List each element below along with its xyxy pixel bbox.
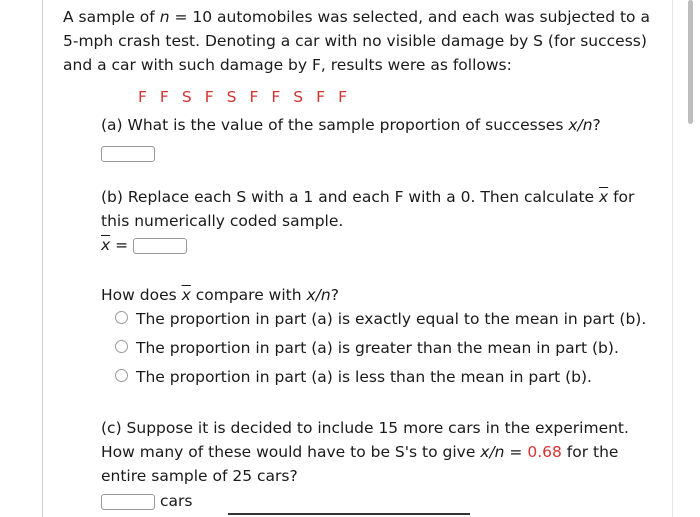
intro-line-3: and a car with such damage by F, results were as follows:: [63, 56, 512, 74]
sequence-item: F: [159, 88, 169, 106]
sequence-item: S: [293, 88, 304, 106]
part-b-line-2: this numerically coded sample.: [101, 212, 344, 230]
sequence-item: F: [316, 88, 326, 106]
part-a-answer-input[interactable]: [101, 146, 155, 162]
sequence-item: F: [271, 88, 281, 106]
result-sequence: [138, 88, 360, 106]
compare-question: How does $\overline{x}$ compare with x/n?: [101, 286, 339, 304]
intro-line-1: A sample of n = 10 automobiles was selected, and each was subjected to a: [63, 8, 650, 26]
xbar-label: $\overline{x}$: [101, 236, 111, 254]
cars-unit-label: cars: [159, 492, 193, 510]
radio-icon[interactable]: [115, 340, 128, 353]
radio-icon[interactable]: [115, 311, 128, 324]
sequence-item: F: [338, 88, 347, 106]
sequence-item: F: [249, 88, 259, 106]
compare-option-3[interactable]: The proportion in part (a) is less than the mean in part (b).: [115, 368, 592, 386]
radio-icon[interactable]: [115, 369, 128, 382]
left-border: [42, 0, 43, 517]
intro-line-2: 5-mph crash test. Denoting a car with no visible damage by S (for success): [63, 32, 647, 50]
scrollbar[interactable]: [688, 0, 693, 124]
compare-option-1[interactable]: The proportion in part (a) is exactly equal to the mean in part (b).: [115, 310, 646, 328]
part-c-answer-input[interactable]: [101, 494, 155, 510]
target-value: 0.68: [527, 443, 562, 461]
compare-option-2[interactable]: The proportion in part (a) is greater than the mean in part (b).: [115, 339, 619, 357]
part-a-question: (a) What is the value of the sample proportion of successes x/n?: [101, 116, 601, 134]
part-b-line-1: (b) Replace each S with a 1 and each F with a 0. Then calculate $\overline{x}$ for: [101, 188, 635, 206]
part-a-answer-wrap: [101, 144, 155, 162]
right-border: [672, 0, 673, 517]
part-b-answer-row: [101, 236, 187, 254]
sequence-item: F: [204, 88, 214, 106]
equals-sign: =: [115, 236, 129, 254]
sequence-item: S: [181, 88, 192, 106]
part-c-line-2: How many of these would have to be S's to give x/n = 0.68 for the: [101, 443, 619, 461]
sequence-item: S: [226, 88, 237, 106]
part-c-line-3: entire sample of 25 cars?: [101, 467, 298, 485]
bottom-rule: [228, 513, 470, 515]
sequence-item: F: [138, 88, 147, 106]
part-b-answer-input[interactable]: [133, 238, 187, 254]
part-c-line-1: (c) Suppose it is decided to include 15 more cars in the experiment.: [101, 419, 629, 437]
part-c-answer-row: [101, 492, 192, 510]
